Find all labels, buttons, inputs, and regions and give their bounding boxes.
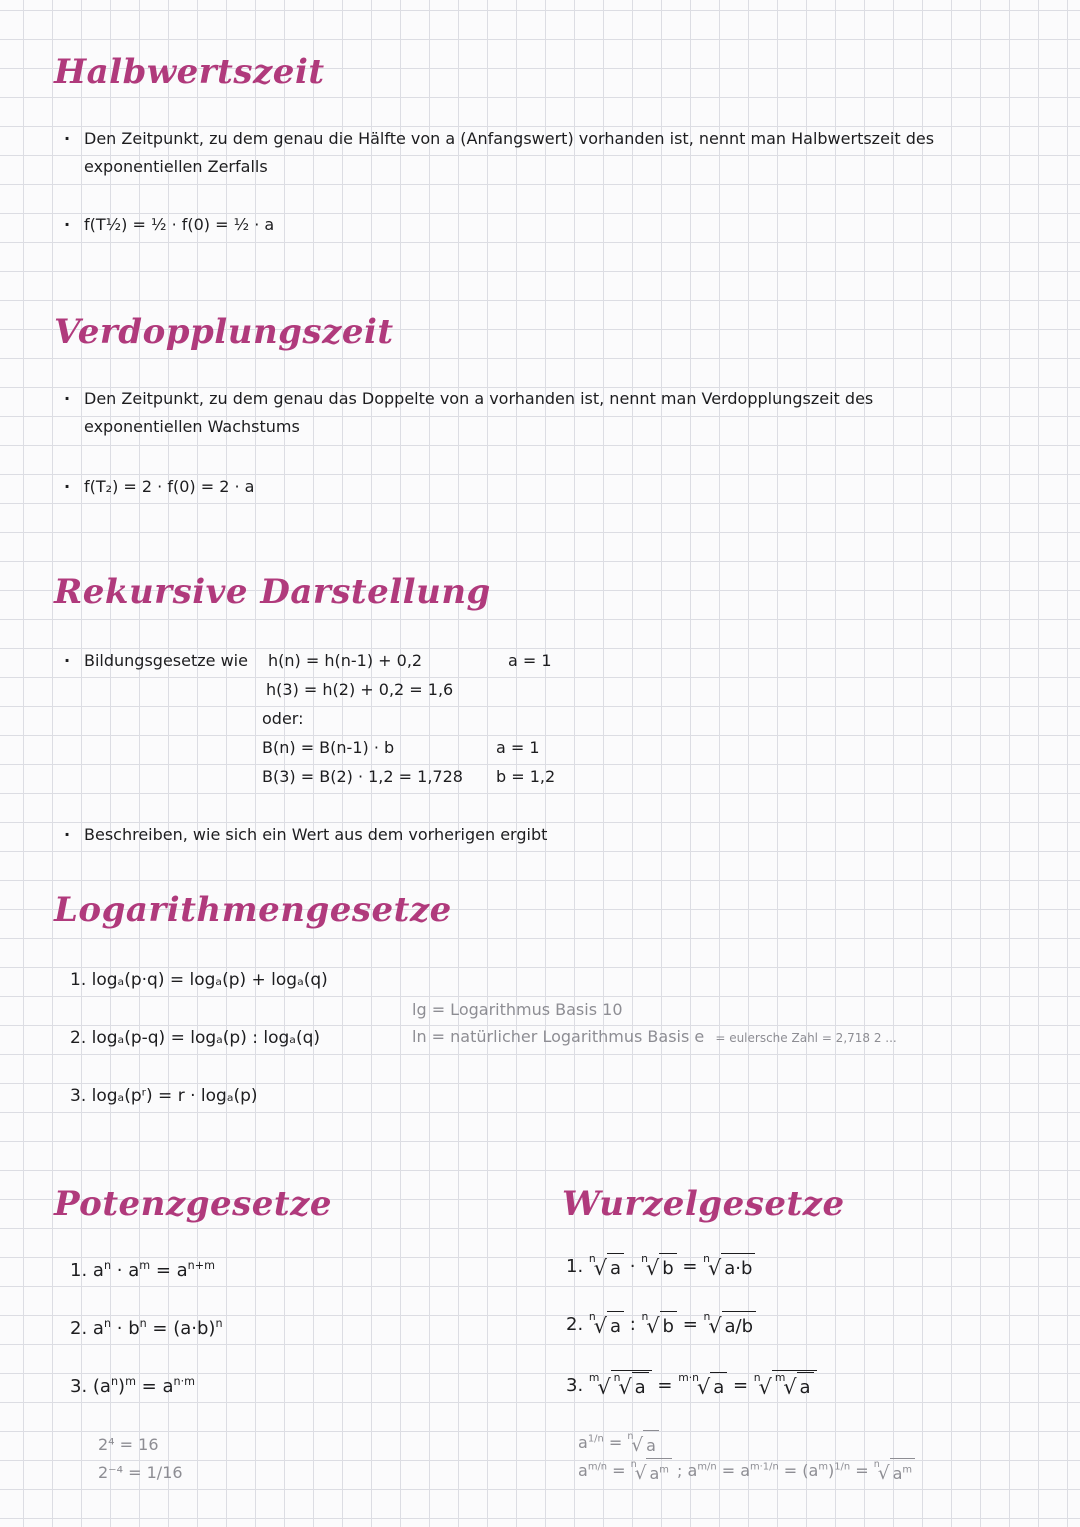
log-ln-text: ln = natürlicher Logarithmus Basis e	[412, 1027, 705, 1046]
verdopplungszeit-formula: · f(T₂) = 2 · f(0) = 2 · a	[84, 472, 254, 501]
halbwertszeit-formula: · f(T½) = ½ · f(0) = ½ · a	[84, 210, 274, 239]
potenz-law-1-number: 1.	[70, 1260, 88, 1281]
heading-rekursive-darstellung: Rekursive Darstellung	[54, 572, 491, 612]
potenz-law-3: 3. $(a^n)^m = a^{n\cdot m}$	[70, 1375, 196, 1397]
verdopplungszeit-definition-line1: · Den Zeitpunkt, zu dem genau das Doppelte von a vorhanden ist, nennt man Verdopplungszeit des	[84, 384, 873, 413]
wurzel-law-3-number: 3.	[566, 1375, 584, 1396]
rekursiv-rule2-example: B(3) = B(2) · 1,2 = 1,728	[262, 767, 463, 786]
halbwertszeit-definition-line2: exponentiellen Zerfalls	[84, 157, 268, 176]
potenz-example-2: 2⁻⁴ = 1/16	[98, 1463, 183, 1482]
log-law-3: 3. logₐ(pʳ) = r · logₐ(p)	[70, 1086, 258, 1106]
rekursiv-note: · Beschreiben, wie sich ein Wert aus dem vorherigen ergibt	[84, 820, 547, 849]
log-lg-note: lg = Logarithmus Basis 10	[412, 1000, 623, 1019]
halbwertszeit-definition-line1: · Den Zeitpunkt, zu dem genau die Hälfte von a (Anfangswert) vorhanden ist, nennt man Halbwertszeit des	[84, 124, 934, 153]
log-euler-note: = eulersche Zahl = 2,718 2 ...	[715, 1031, 897, 1045]
heading-potenzgesetze: Potenzgesetze	[54, 1184, 333, 1224]
log-ln-note	[412, 1022, 897, 1053]
log-law-2: 2. logₐ(p-q) = logₐ(p) : logₐ(q)	[70, 1028, 321, 1048]
wurzel-law-1: 1. n √ a · n √ b = n √ a·b	[566, 1252, 755, 1283]
potenz-law-2-number: 2.	[70, 1318, 88, 1339]
wurzel-law-2: 2. n √ a : n √ b = n √ a/b	[566, 1310, 756, 1341]
rekursiv-rule2-b: b = 1,2	[496, 767, 556, 786]
heading-halbwertszeit: Halbwertszeit	[54, 52, 325, 92]
rekursiv-oder: oder:	[262, 709, 304, 728]
heading-wurzelgesetze: Wurzelgesetze	[562, 1184, 845, 1224]
rekursiv-rule2-a: a = 1	[496, 738, 540, 757]
rekursiv-label: · Bildungsgesetze wie	[84, 646, 248, 675]
rekursiv-rule1: h(n) = h(n-1) + 0,2	[268, 651, 423, 670]
wurzel-law-2-number: 2.	[566, 1314, 584, 1335]
wurzel-law-3: 3. m √ n √ a = m·n √ a = n √ m √ a	[566, 1370, 817, 1402]
rekursiv-rule1-a: a = 1	[508, 651, 552, 670]
rekursiv-rule1-example: h(3) = h(2) + 0,2 = 1,6	[266, 680, 454, 699]
rekursiv-rule2: B(n) = B(n-1) · b	[262, 738, 395, 757]
potenz-law-1: 1. $a^n \cdot a^m = a^{n+m}$	[70, 1259, 215, 1281]
potenz-law-3-number: 3.	[70, 1376, 88, 1397]
wurzel-law-1-number: 1.	[566, 1256, 584, 1277]
potenz-example-1: 2⁴ = 16	[98, 1435, 159, 1454]
potenz-law-2: 2. $a^n \cdot b^n = (a\cdot b)^n$	[70, 1317, 223, 1339]
wurzel-example-2: $a^{m/n}$ = n √ $a^m$ ; $a^{m/n} = a^{m\cdot 1/n} = (a^m)^{1/n}$ = n √ $a^m$	[578, 1456, 915, 1488]
heading-logarithmengesetze: Logarithmengesetze	[54, 890, 452, 930]
heading-verdopplungszeit: Verdopplungszeit	[54, 312, 394, 352]
wurzel-example-1: $a^{1/n}$ = n √ a	[578, 1428, 659, 1460]
log-law-1: 1. logₐ(p·q) = logₐ(p) + logₐ(q)	[70, 970, 328, 990]
verdopplungszeit-definition-line2: exponentiellen Wachstums	[84, 417, 300, 436]
